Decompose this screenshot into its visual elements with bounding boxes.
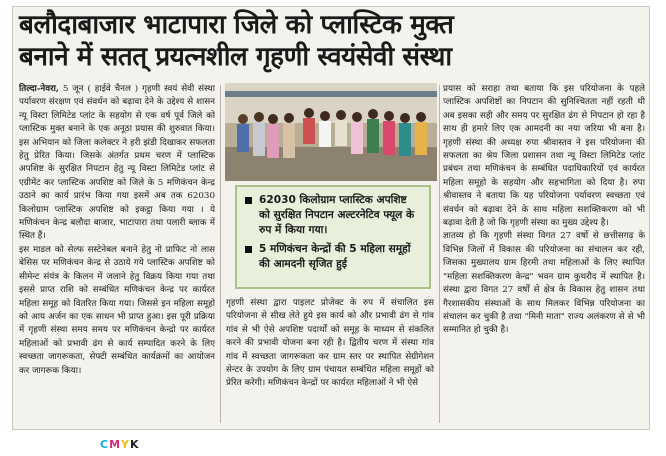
highlight-box	[235, 185, 431, 289]
cmyk-y: Y	[121, 438, 130, 451]
highlight-item-text: 5 मणिकंचन केन्द्रों की 5 महिला समूहों की आमदनी सृजित हुई	[259, 243, 411, 270]
column3-paragraph-1: प्रयास को सराहा तथा बताया कि इस परियोजना के पहले प्लास्टिक अपशिष्टों का निपटान की सुनिश्चितता नहीं रहती थी अब इसका सही और समय पर सुरक्षित ढंग से निपटान हो रहा है साथ ही हमारे लिए एक आमदनी का नया जरिया भी बना है। गृहणी संस्था की अध्यक्ष रुपा श्रीवास्तव ने इस परियोजना की सफलता का श्रेय जिला प्रशासन तथा न्यू विस्टा लिमिटेड प्लांट प्रबंधन तथा मणिकंचन के सम्बंधित पदाधिकारियों एवं कार्यरत महिला समूहो के सहयोग और सहभागिता को दिया है। रुपा श्रीवास्तव ने बताया कि यह परियोजना पर्यावरण स्वच्छता एवं संवर्धन को बढ़ावा देने के साथ महिला सशक्तिकरण को भी बढ़ावा देती है जो कि गृहणी संस्था का मुख्य उद्देश्य है।	[443, 84, 645, 229]
column3-paragraph-2: ज्ञातव्य हो कि गृहणी संस्था विगत 27 वर्षो से छत्तीसगढ़ के विभिन्न जिलों में विकास की परियोजना का संचालन कर रही, जिसका मुख्यालय ग्राम हिरमी तथा महिलाओं के लिए स्थापित "महिला सशक्तिकरण केन्द्र" भवन ग्राम कुथरौद में स्थापित है। संस्था द्वारा विगत 27 वर्षों से क्षेत्र के विकास हेतु शासन तथा गैरशासकीय संस्थाओं के साथ मिलकर विभिन्न परियोजना का संचालन कर चुकी है तथा "मिनी माता" राज्य अलंकरण से से भी सम्मानित हो चुकी है।	[443, 231, 645, 336]
column-divider	[439, 85, 440, 423]
newspaper-clipping	[12, 6, 650, 430]
column-divider	[220, 85, 221, 423]
cmyk-c: C	[100, 438, 110, 451]
square-bullet-icon	[245, 246, 252, 253]
cmyk-k: K	[130, 438, 140, 451]
headline-line-1: बलौदाबाजार भाटापारा जिले को प्लास्टिक मुक्त	[19, 10, 454, 40]
square-bullet-icon	[245, 197, 252, 204]
highlight-item	[245, 193, 421, 238]
highlight-item	[245, 242, 421, 272]
article-column-2	[226, 297, 434, 425]
headline-line-2: बनाने में सतत् प्रयत्नशील गृहणी स्वयंसेवी संस्था	[19, 42, 452, 72]
group-photo	[225, 83, 437, 181]
highlight-item-text: 62030 किलोग्राम प्लास्टिक अपशिष्ट को सुरक्षित निपटान अल्टरनेटिव फ्यूल के रुप में किया गया।	[259, 194, 415, 236]
group-photo-illustration	[225, 83, 437, 181]
column1-paragraph-1: 5 जून ( हाईवे चैनल ) गृहणी स्वयं सेवी संस्था पर्यावरण संरक्षण एवं संवर्धन को बढ़ावा देने के उद्देश्य से शासन न्यू विस्टा लिमिटेड प्लांट के सहयोग से एक वर्ष पूर्व जिले को प्लास्टिक मुक्त बनाने के एक अनूठा प्रयास की शुरुवात किया। इस अभियान को जिला कलेक्टर ने हरी झंडी दिखाकर सफलता हेतु प्रेरित किया। जिसके अंतर्गत प्रथम चरण में प्लास्टिक अपशिष्ट के सुरक्षित निपटान हेतु न्यू विस्टा लिमिटेड प्लांट से एग्रीमेंट कर प्लास्टिक अपशिष्ट को जिले के 5 मणिकंचन केन्द्र उठाने का कार्य प्रारंभ किया गया इसमें अब तक 62030 किलोग्राम प्लास्टिक अपशिष्ट को इकट्ठा किया गया । ये मणिकंचन केन्द्र बलौदा बाजार, भाटापारा तथा पलारी ब्लाक में स्थित हैं।	[19, 84, 215, 242]
column2-paragraph-1: गृहणी संस्था द्वारा पाइलट प्रोजेक्ट के रुप में संचालित इस परियोजना से सीख लेते हुये इस कार्य को और प्रभावी ढंग से गांव गांव से भी ऐसे अपशिष्ट पदार्थों को समूह के माध्यम से संकलित करने की प्रभावी योजना बना रही है। द्वितीय चरण में संस्था गांव गांव में स्वच्छता जागरूकता कर ग्राम स्तर पर स्थापित सेग्रीगेशन सेन्टर के उपयोग के लिए ग्राम पंचायत सम्बंधित महिला समूहों को प्रेरित करेगी। मणिकंचन केन्द्रों पर कार्यरत महिलाओं ने भी ऐसे	[226, 298, 434, 389]
column1-paragraph-2: इस माडल को सेल्फ सस्टेनेबल बनाने हेतु नो प्राफिट नो लास बेसिस पर मणिकंचन केन्द्र से उठाये गये प्लास्टिक अपशिष्ट को सीमेन्ट संयंत्र के किलन में जलाने हेतु विक्रय किया गया तथा इससे प्राप्त राशि को सम्बंधित मणिकंचन केन्द्र पर कार्यरत महिला समूह को वितरित किया गया। जिससे इन महिला समूहो को आय अर्जन का एक साधन भी प्राप्त हुआ। इस पूरी प्रक्रिया में गृहणी संस्था समय समय पर मणिकंचन केन्द्रो पर कार्यरत महिलाओं को प्रभावी ढंग से कार्य सम्पादित करने के लिए स्वच्छता जागरूकता, सेफ्टी सम्बंधित कार्यक्रमों का आयोजन कर जागरूक किया।	[19, 244, 215, 376]
article-column-3	[443, 83, 645, 425]
dateline: तिल्दा-नेवरा,	[19, 84, 59, 94]
article-column-1	[19, 83, 215, 425]
cmyk-print-mark	[100, 438, 140, 451]
cmyk-m: M	[109, 438, 122, 451]
